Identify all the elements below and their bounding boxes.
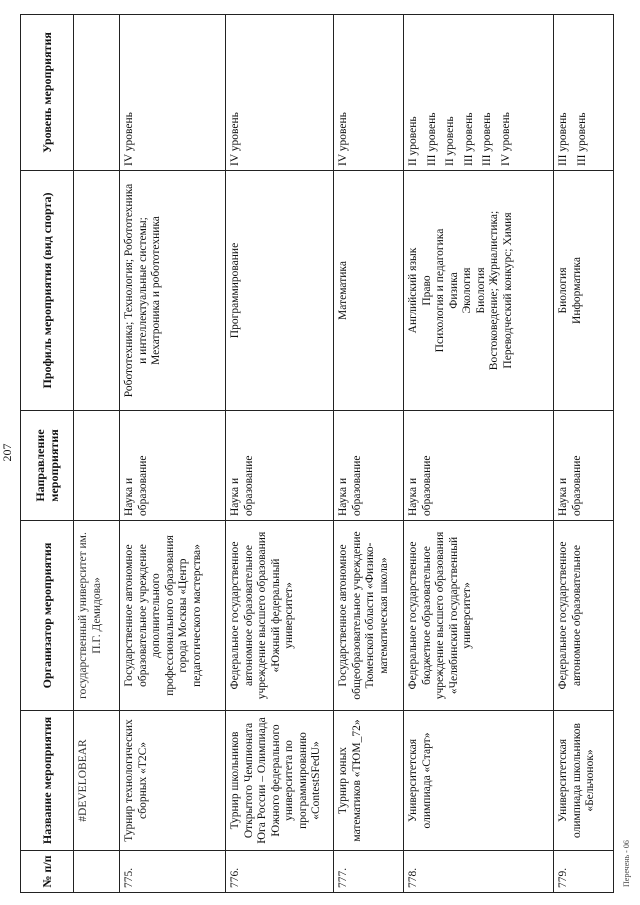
- cell-profile: [554, 171, 614, 411]
- cell-name: Университетская олимпиада «Старт»: [404, 711, 554, 851]
- level-line: III уровень: [575, 112, 588, 166]
- level-line: III уровень: [557, 112, 569, 166]
- level-line: IV уровень: [229, 112, 241, 166]
- header-organizer: Организатор мероприятия: [21, 521, 74, 711]
- header-level: Уровень мероприятия: [21, 15, 74, 171]
- cell-direction: Наука и образование: [404, 411, 554, 521]
- cell-direction: Наука и образование: [334, 411, 404, 521]
- level-line: II уровень: [444, 116, 457, 166]
- header-num: № п/п: [21, 851, 74, 893]
- cell-profile: [120, 171, 226, 411]
- cell-organizer: Государственное автономное образовательное учреждение дополнительного профессионального образования города Москвы «Центр педагогического мастерства»: [120, 521, 226, 711]
- level-line: IV уровень: [499, 112, 512, 166]
- table-row: [334, 15, 404, 893]
- table-row: [226, 15, 334, 893]
- profile-line: Экология: [461, 267, 474, 314]
- table-row-continued: [74, 15, 120, 893]
- cell-num: 777.: [334, 851, 404, 893]
- level-line: II уровень: [407, 116, 419, 166]
- profile-line: Право: [420, 275, 433, 306]
- cell-name: Турнир технологических сборных «Т2С»: [120, 711, 226, 851]
- cell-level: [404, 15, 554, 171]
- page-number: 207: [0, 443, 14, 462]
- cell-name: Турнир школьников Открытого Чемпионата Юга России – Олимпиада Южного федерального университета по программированию «ContestSFedU»: [226, 711, 334, 851]
- cell-name: #DEVELOBEAR: [74, 711, 120, 851]
- cell-organizer: Государственное автономное общеобразовательное учреждение Тюменской области «Физико-математическая школа»: [334, 521, 404, 711]
- footer-note: Перечень - 06: [622, 840, 631, 887]
- cell-direction: Наука и образование: [226, 411, 334, 521]
- header-direction: Направление мероприятия: [21, 411, 74, 521]
- profile-line: Робототехника; Технология; Робототехника: [123, 183, 135, 398]
- level-line: III уровень: [481, 112, 494, 166]
- cell-num: 779.: [554, 851, 614, 893]
- level-line: IV уровень: [123, 112, 135, 166]
- events-table: [20, 14, 614, 893]
- profile-line: Биология: [557, 267, 569, 314]
- profile-line: Мехатроника и робототехника: [150, 216, 163, 365]
- cell-profile: [404, 171, 554, 411]
- profile-line: Востоковедение; Журналистика; Переводческий конкурс; Химия: [488, 210, 514, 371]
- cell-level: [120, 15, 226, 171]
- header-profile: Профиль мероприятия (вид спорта): [21, 171, 74, 411]
- cell-num: 775.: [120, 851, 226, 893]
- cell-organizer: Федеральное государственное автономное образовательное: [554, 521, 614, 711]
- level-line: III уровень: [462, 112, 475, 166]
- table-header-row: [21, 15, 74, 893]
- table-row: [404, 15, 554, 893]
- profile-line: Биология: [474, 267, 487, 314]
- cell-name: Турнир юных математиков «ТЮМ_72»: [334, 711, 404, 851]
- cell-profile: [226, 171, 334, 411]
- cell-level: [226, 15, 334, 171]
- profile-line: Английский язык: [407, 247, 419, 334]
- cell-organizer: Федеральное государственное бюджетное образовательное учреждение высшего образования «Челябинский государственный университет»: [404, 521, 554, 711]
- cell-num: 778.: [404, 851, 554, 893]
- cell-organizer: государственный университет им. П.Г. Демидова»: [74, 521, 120, 711]
- cell-direction: Наука и образование: [554, 411, 614, 521]
- cell-profile: [334, 171, 404, 411]
- profile-line: Психология и педагогика: [434, 228, 447, 353]
- profile-line: Математика: [337, 261, 349, 320]
- cell-level: [334, 15, 404, 171]
- level-line: IV уровень: [337, 112, 349, 166]
- cell-name: Университетская олимпиада школьников «Бельчонок»: [554, 711, 614, 851]
- cell-level: [554, 15, 614, 171]
- level-line: III уровень: [425, 112, 438, 166]
- profile-line: и интеллектуальные системы;: [136, 217, 149, 364]
- cell-num: 776.: [226, 851, 334, 893]
- profile-line: Программирование: [229, 242, 241, 339]
- cell-organizer: Федеральное государственное автономное образовательное учреждение высшего образования «Южный федеральный университет»: [226, 521, 334, 711]
- table-row: [554, 15, 614, 893]
- table-row: [120, 15, 226, 893]
- profile-line: Информатика: [570, 257, 583, 324]
- header-name: Название мероприятия: [21, 711, 74, 851]
- profile-line: Физика: [447, 272, 460, 309]
- cell-direction: Наука и образование: [120, 411, 226, 521]
